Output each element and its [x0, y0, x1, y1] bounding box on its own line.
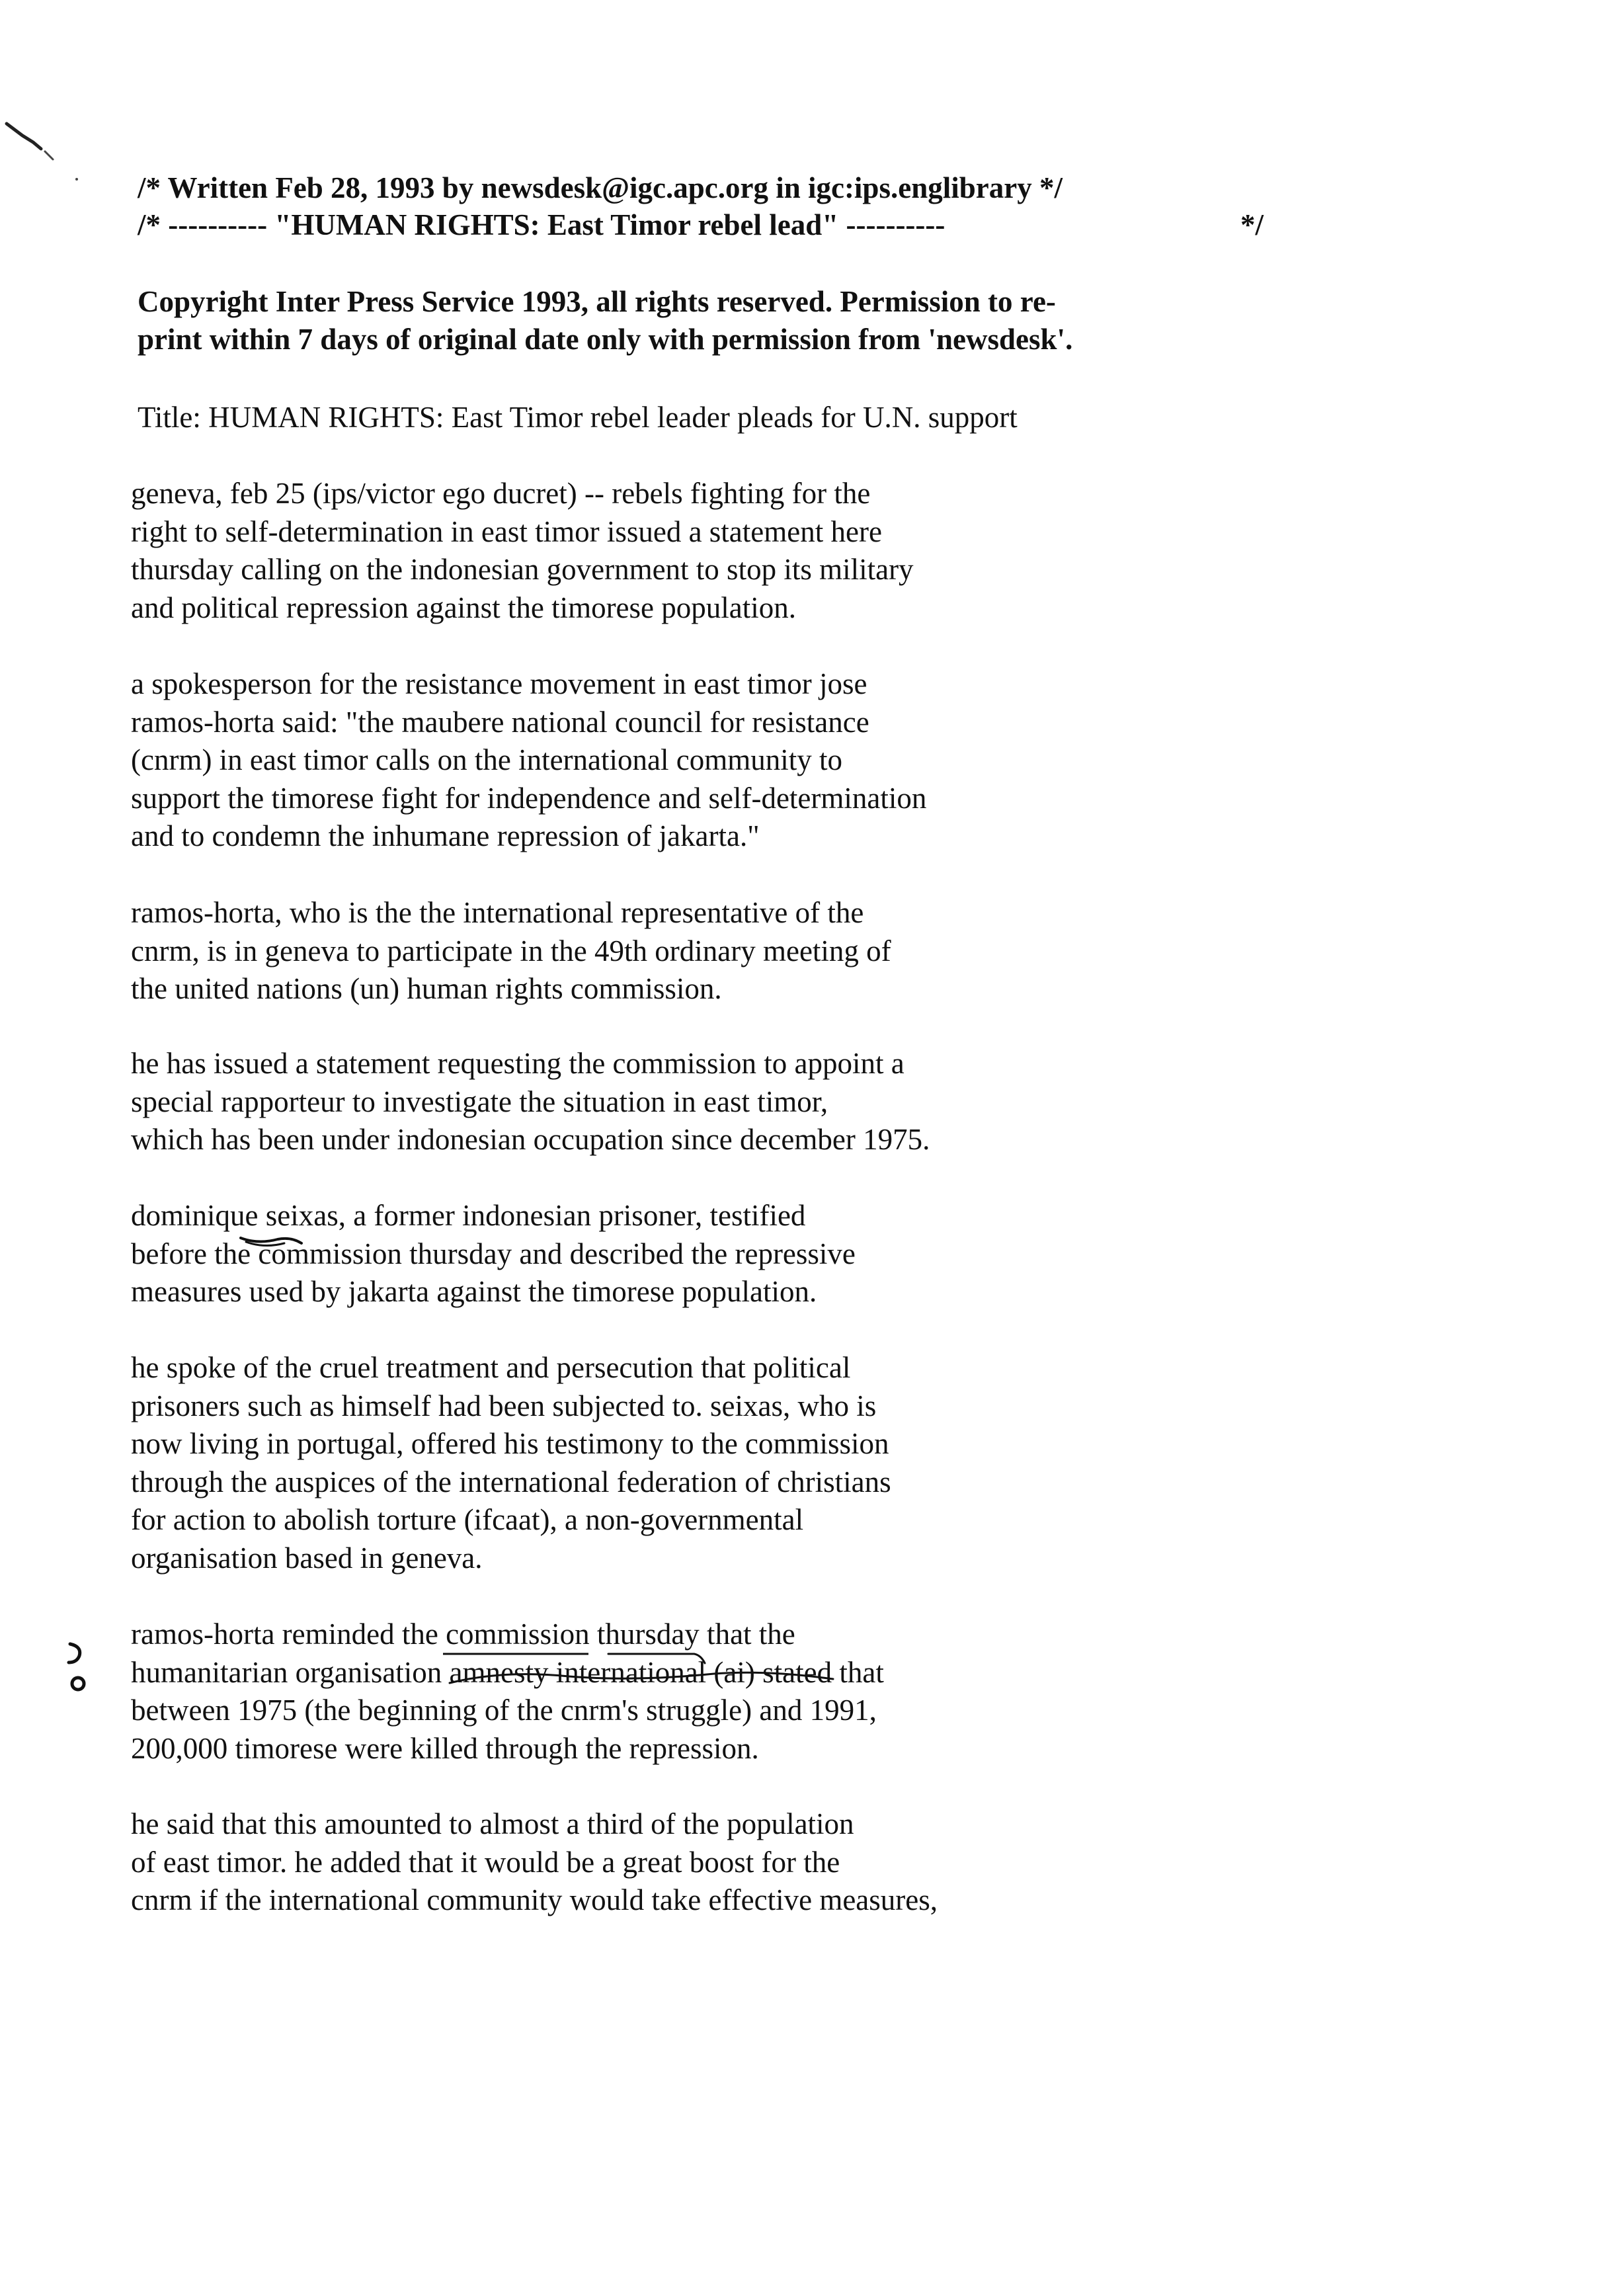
scan-speck-top-left	[0, 116, 79, 182]
pen-underline-dominique	[238, 1230, 311, 1256]
paragraph-5: dominique seixas, a former indonesian prisoner, testified before the commission thursday and described the repressive measures used by jakarta against the timorese population.	[131, 1199, 856, 1308]
paragraph-8: he said that this amounted to almost a third of the population of east timor. he added that it would be a great boost for the cnrm if the international community would take effective measures,	[131, 1807, 938, 1916]
margin-mark-bracket	[65, 1639, 91, 1698]
header-line-2-end: */	[1240, 208, 1264, 241]
paragraph-1: geneva, feb 25 (ips/victor ego ducret) -- rebels fighting for the right to self-determination in east timor issued a statement here thursday calling on the indonesian government to stop its military and political repression against the timorese population.	[131, 477, 914, 624]
paragraph-6: he spoke of the cruel treatment and persecution that political prisoners such as himself had been subjected to. seixas, who is now living in portugal, offered his testimony to the commission through the auspices of the international federation of christians for action to abolish torture (ifcaat), a non-governmental organisation based in geneva.	[131, 1351, 891, 1575]
pen-underline-commission	[436, 1650, 860, 1690]
copyright-notice: Copyright Inter Press Service 1993, all rights reserved. Permission to re- print within 7 days of original date only with permission from 'newsdesk'.	[138, 285, 1073, 356]
paragraph-2: a spokesperson for the resistance movement in east timor jose ramos-horta said: "the maubere national council for resistance (cnrm) in east timor calls on the international community to support the timorese fight for independence and self-determination and to condemn the inhumane repression of jakarta."	[131, 667, 927, 852]
paragraph-7: ramos-horta reminded the commission thursday that the humanitarian organisation amnesty international (ai) stated that between 1975 (the beginning of the cnrm's struggle) and 1991, 200,000 timorese were killed through the repression.	[131, 1618, 884, 1765]
paragraph-3: ramos-horta, who is the the international representative of the cnrm, is in geneva to participate in the 49th ordinary meeting of the united nations (un) human rights commission.	[131, 896, 891, 1005]
header-line-1: /* Written Feb 28, 1993 by newsdesk@igc.apc.org in igc:ips.englibrary */	[138, 171, 1063, 204]
header-line-2: /* ---------- "HUMAN RIGHTS: East Timor rebel lead" ----------	[138, 208, 945, 241]
story-title: Title: HUMAN RIGHTS: East Timor rebel leader pleads for U.N. support	[138, 401, 1018, 434]
paragraph-4: he has issued a statement requesting the commission to appoint a special rapporteur to investigate the situation in east timor, which has been under indonesian occupation since december 1975.	[131, 1047, 930, 1156]
